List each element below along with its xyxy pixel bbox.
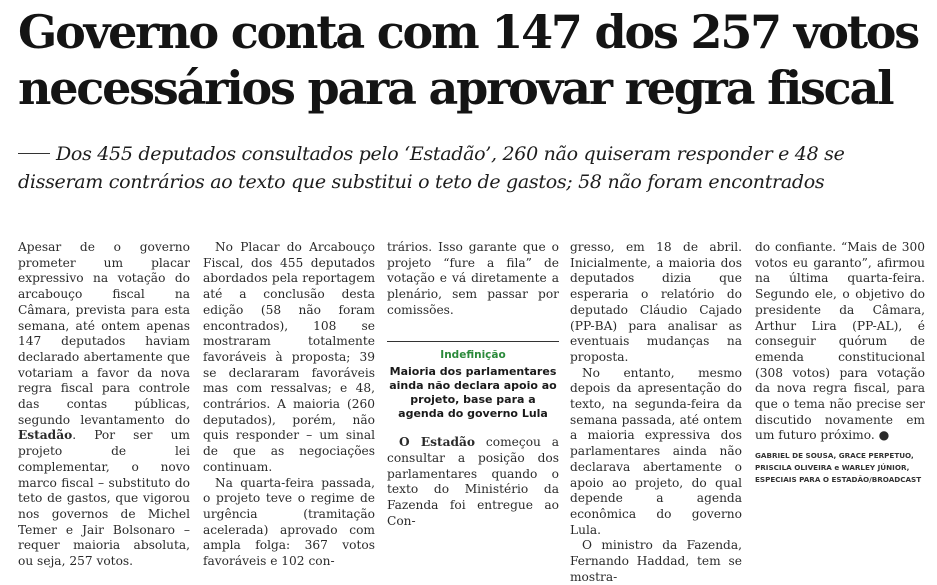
paragraph: Na quarta-feira passada, o projeto teve o regime de urgência (tramitação acelerada) aprovado com ampla folga: 367 votos favoráveis e 102 con- [203, 475, 375, 569]
article-column-4 [570, 240, 742, 585]
paragraph: trários. Isso garante que o projeto “fure a fila” de votação e vá diretamente a plenário, sem passar por comissões. [387, 240, 559, 317]
paragraph: gresso, em 18 de abril. Inicialmente, a maioria dos deputados dizia que esperaria o relatório do deputado Cláudio Cajado (PP-BA) para analisar as eventuais mudanças na proposta. [570, 240, 742, 364]
headline: Governo conta com 147 dos 257 votos necessários para aprovar regra fiscal [18, 5, 918, 115]
deck-dash [18, 153, 50, 155]
paragraph: do confiante. “Mais de 300 votos eu garanto”, afirmou na última quarta-feira. Segundo ele, o objetivo do presidente da Câmara, Arthur Lira (PP-AL), é conseguir quórum de emenda constitucional (308 votos) para votação da nova regra fiscal, para que o tema não precise ser discutido novamente em um futuro próximo. ● [755, 240, 925, 443]
paragraph: No entanto, mesmo depois da apresentação do texto, na segunda-feira da semana passada, até ontem a maioria expressiva dos parlamentares ainda não declarava abertamente o apoio ao projeto, do qual depende a agenda econômica do governo Lula. [570, 365, 742, 537]
deck-text: Dos 455 deputados consultados pelo ‘Estadão’, 260 não quiseram responder e 48 se disseram contrários ao texto que substitui o teto de gastos; 58 não foram encontrados [18, 143, 845, 193]
brand-name: O Estadão [399, 435, 476, 450]
pull-quote-kicker: Indefinição [440, 348, 506, 361]
paragraph: O ministro da Fazenda, Fernando Haddad, tem se mostra- [570, 538, 742, 584]
end-mark-icon: ● [878, 428, 890, 443]
paragraph: Apesar de o governo prometer um placar expressivo na votação do arcabouço fiscal na Câmara, prevista para esta semana, até ontem apenas 147 deputados haviam declarado abertamente que votariam a favor da nova regra fiscal para controle das contas públicas, segundo levantamento do Estadão. Por ser um projeto de lei complementar, o novo marco fiscal – substituto do teto de gastos, que vigorou nos governos de Michel Temer e Jair Bolsonaro – requer maioria absoluta, ou seja, 257 votos. [18, 240, 190, 569]
article-column-2 [203, 240, 375, 570]
paragraph: O Estadão começou a consultar a posição dos parlamentares quando o texto do Ministério da Fazenda foi entregue ao Con- [387, 435, 559, 528]
paragraph: No Placar do Arcabouço Fiscal, dos 455 deputados abordados pela reportagem até a conclusão desta edição (58 não foram encontrados), 108 se mostraram totalmente favoráveis à proposta; 39 se declararam favoráveis mas com ressalvas; e 48, contrários. A maioria (260 deputados), porém, não quis responder – um sinal de que as negociações continuam. [203, 240, 375, 474]
pull-quote [387, 341, 559, 422]
brand-name: Estadão [18, 428, 73, 443]
pull-quote-text: Maioria dos parlamentares ainda não declara apoio ao projeto, base para a agenda do governo Lula [389, 365, 557, 421]
article-column-5 [755, 240, 925, 486]
byline-credits: GABRIEL DE SOUSA, GRACE PERPETUO, PRISCILA OLIVEIRA e WARLEY JÚNIOR, ESPECIAIS PARA O ESTADÃO/BROADCAST [755, 451, 922, 485]
deck [18, 140, 923, 196]
article-column-3 [387, 240, 559, 529]
article-column-1 [18, 240, 190, 570]
